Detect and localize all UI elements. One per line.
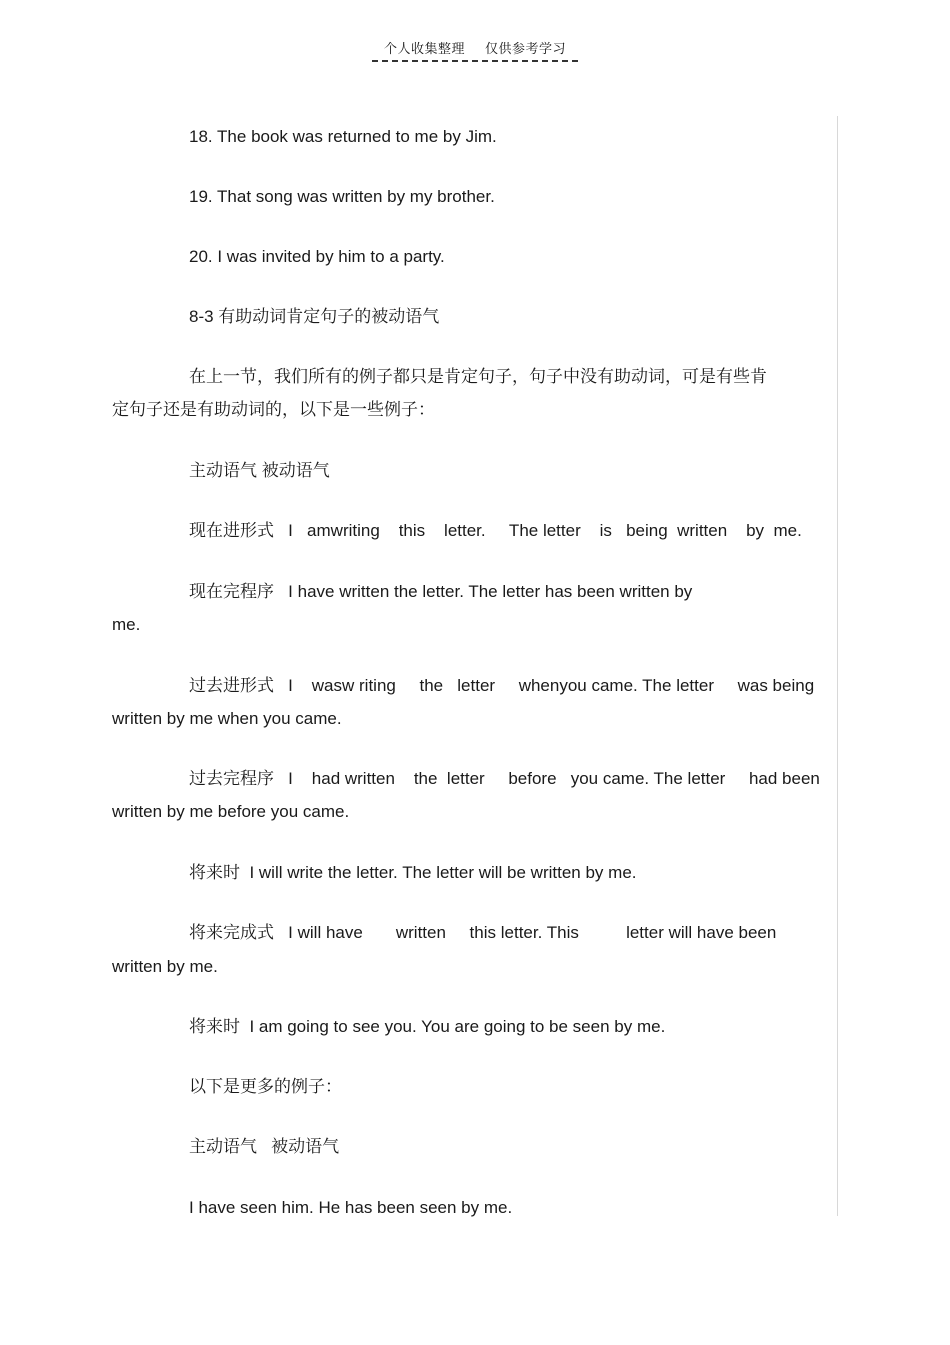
- voice-heading-2: 主动语气 被动语气: [189, 1137, 340, 1156]
- sentence-20: 20. I was invited by him to a party.: [189, 247, 445, 266]
- present-perfect-line-2: me.: [112, 615, 141, 634]
- header-right: 仅供参考学习: [485, 41, 567, 56]
- sentence-19: 19. That song was written by my brother.: [189, 187, 495, 206]
- past-perfect-line-1: 过去完程序 I had written the letter before you came. The letter had been: [189, 769, 820, 788]
- last-example: I have seen him. He has been seen by me.: [189, 1198, 513, 1217]
- page-header: [0, 38, 950, 62]
- intro-line-1: 在上一节，我们所有的例子都只是肯定句子，句子中没有助动词，可是有些肯: [189, 367, 767, 386]
- past-progressive-line-2: written by me when you came.: [112, 709, 342, 728]
- right-margin-rule: [837, 116, 838, 1216]
- past-perfect-line-2: written by me before you came.: [112, 802, 350, 821]
- intro-line-2: 定句子还是有助动词的，以下是一些例子：: [112, 400, 435, 419]
- present-perfect-line-1: 现在完程序 I have written the letter. The letter has been written by: [189, 582, 693, 601]
- future-perfect-line-1: 将来完成式 I will have written this letter. This letter will have been: [189, 923, 777, 942]
- present-progressive: 现在进形式 I amwriting this letter. The letter is being written by me.: [189, 521, 802, 540]
- past-progressive-line-1: 过去进形式 I wasw riting the letter whenyou came. The letter was being: [189, 676, 815, 695]
- voice-heading-1: 主动语气 被动语气: [189, 461, 330, 480]
- more-examples-label: 以下是更多的例子：: [189, 1077, 342, 1096]
- header-text: [372, 38, 578, 62]
- sentence-18: 18. The book was returned to me by Jim.: [189, 127, 497, 146]
- future-simple: 将来时 I will write the letter. The letter will be written by me.: [189, 863, 637, 882]
- section-heading: 8-3 有助动词肯定句子的被动语气: [189, 307, 440, 326]
- header-left: 个人收集整理: [383, 41, 465, 56]
- going-to-future: 将来时 I am going to see you. You are going to be seen by me.: [189, 1017, 666, 1036]
- future-perfect-line-2: written by me.: [112, 957, 218, 976]
